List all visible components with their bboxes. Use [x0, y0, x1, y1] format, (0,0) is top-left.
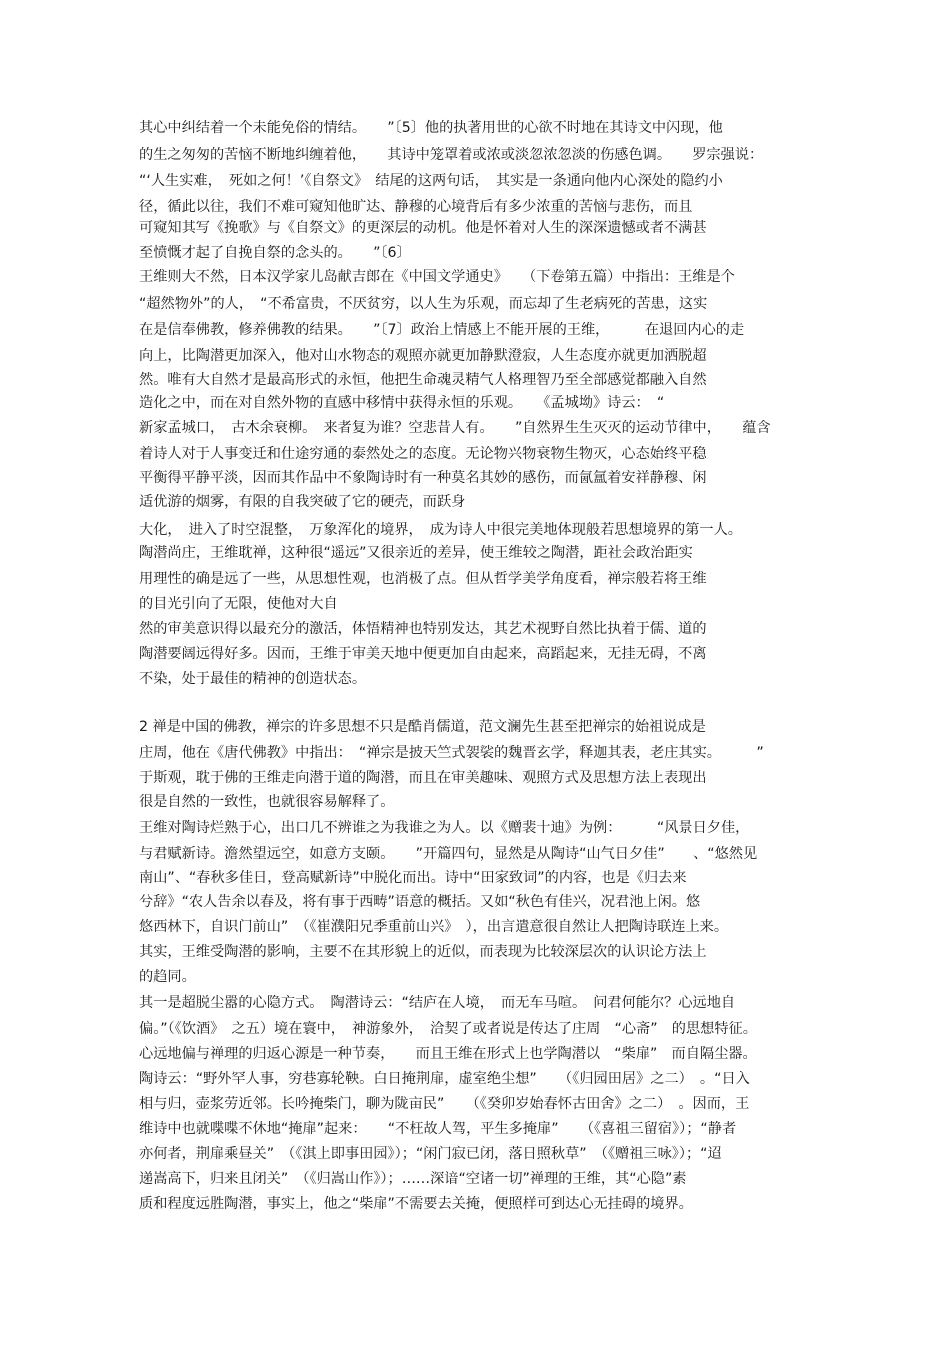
text-line: 平衡得平静平淡，因而其作品中不象陶诗时有一种莫名其妙的感伤，而氤氲着安祥静穆、闲 [139, 470, 707, 486]
text-line: 不染，处于最佳的精神的创造状态。 [139, 671, 367, 687]
text-line: 适优游的烟雾，有限的自我突破了它的硬壳，而跃身 [139, 494, 466, 510]
text-line: 偏。”（《饮酒》 之五）境在寰中， 神游象外， 洽契了或者说是传达了庄周 “心斋” 的思想特征。 [139, 1021, 757, 1037]
text-line: 庄周，他在《唐代佛教》中指出： “禅宗是披天竺式袈裟的魏晋玄学，释迦其表，老庄其实。 ” [139, 745, 764, 761]
text-line: 大化， 进入了时空混整， 万象浑化的境界， 成为诗人中很完美地体现般若思想境界的第一人。 [139, 522, 742, 538]
text-line: 悠西林下，自识门前山” （《崔濮阳兄季重前山兴》 ），出言遣意很自然让人把陶诗联连上来。 [139, 919, 729, 935]
text-line: 至愤慨才起了自挽自祭的念头的。 ”〔6〕 [139, 245, 411, 261]
text-line: 递嵩高下，归来且闭关” （《归嵩山作》）；……深谙“空诸一切”禅理的王维，其“心隐”素 [139, 1171, 687, 1187]
text-line: 着诗人对于人事变迁和仕途穷通的泰然处之的态度。无论物兴物衰物生物灭，心态始终平稳 [139, 446, 707, 462]
text-line: 其心中纠结着一个未能免俗的情结。 ”〔5〕他的执著用世的心欲不时地在其诗文中闪现，他 [139, 120, 723, 136]
text-line: 2 禅是中国的佛教，禅宗的许多思想不只是酷肖儒道，范文澜先生甚至把禅宗的始祖说成是 [139, 719, 706, 735]
text-line: 亦何者，荆扉乘昼关” （《淇上即事田园》）；“闲门寂已闭，落日照秋草” （《赠祖三咏》）；“迢 [139, 1146, 722, 1162]
text-line: 的生之匆匆的苦恼不断地纠缠着他， 其诗中笼罩着或浓或淡忽浓忽淡的伤感色调。 罗宗强说： [139, 147, 764, 163]
text-line: 相与归，壶浆劳近邻。长吟掩柴门，聊为陇亩民” （《癸卯岁始春怀古田舍》之二） 。因而，王 [139, 1096, 750, 1112]
text-line: 陶潜尚庄，王维耽禅，这种很“遥远”又很亲近的差异，使王维较之陶潜，距社会政治距实 [139, 545, 693, 561]
text-line: 径，循此以往，我们不难可窥知他旷达、静穆的心境背后有多少浓重的苦恼与悲伤，而且 [139, 199, 693, 215]
text-line: 质和程度远胜陶潜，事实上，他之“柴扉”不需要去关掩，便照样可到达心无挂碍的境界。 [139, 1196, 693, 1212]
text-line: “超然物外”的人， “不希富贵，不厌贫穷，以人生为乐观，而忘却了生老病死的苦患，这实 [139, 296, 708, 312]
text-line: 王维则大不然，日本汉学家儿岛献吉郎在《中国文学通史》 （下卷第五篇）中指出：王维是个 [139, 269, 735, 285]
text-line: 陶诗云：“野外罕人事，穷巷寡轮鞅。白日掩荆扉，虚室绝尘想” （《归园田居》之二） 。“日入 [139, 1071, 750, 1087]
text-line: 的目光引向了无限，使他对大自 [139, 596, 338, 612]
text-line: 其实，王维受陶潜的影响，主要不在其形貌上的近似，而表现为比较深层次的认识论方法上 [139, 944, 707, 960]
text-line: 陶潜要阔远得好多。因而，王维于审美天地中便更加自由起来，高蹈起来，无挂无碍，不离 [139, 646, 707, 662]
text-line: 心远地偏与禅理的归返心源是一种节奏， 而且王维在形式上也学陶潜以 “柴扉” 而自隔尘器。 [139, 1046, 757, 1062]
text-line: 在是信奉佛教，修养佛教的结果。 ”〔7〕政治上情感上不能开展的王维， 在退回内心的走 [139, 322, 745, 338]
text-line: 然的审美意识得以最充分的激活，体悟精神也特别发达，其艺术视野自然比执着于儒、道的 [139, 621, 707, 637]
text-line: 很是自然的一致性，也就很容易解释了。 [139, 794, 395, 810]
text-line: 与君赋新诗。澹然望远空，如意方支颐。 ”开篇四句，显然是从陶诗“山气日夕佳” 、“悠然见 [139, 846, 758, 862]
text-line: 向上，比陶潜更加深入，他对山水物态的观照亦就更加静默澄寂，人生态度亦就更加洒脱超 [139, 348, 707, 364]
text-line: 然。唯有大自然才是最高形式的永恒，他把生命魂灵精气人格理智乃至全部感觉都融入自然 [139, 372, 707, 388]
text-line: 新家孟城口， 古木余衰柳。 来者复为谁？空悲昔人有。 ”自然界生生灭灭的运动节律中， 蕴含 [139, 420, 771, 436]
text-line: 南山”、“春秋多佳日，登高赋新诗”中脱化而出。诗中“田家致词”的内容，也是《归去来 [139, 870, 687, 886]
text-line: 兮辞》“农人告余以春及，将有事于西畴”语意的概括。又如“秋色有佳兴，况君池上闲。悠 [139, 894, 701, 910]
text-line: 于斯观，耽于佛的王维走向潜于道的陶潜，而且在审美趣味、观照方式及思想方法上表现出 [139, 770, 707, 786]
text-line: “‘人生实难， 死如之何！’《自祭文》 结尾的这两句话， 其实是一条通向他内心深处的隐约小 [139, 173, 723, 189]
text-line: 可窥知其写《挽歌》与《自祭文》的更深层的动机。他是怀着对人生的深深遗憾或者不满甚 [139, 220, 707, 236]
text-line: 其一是超脱尘嚣的心隐方式。 陶潜诗云：“结庐在人境， 而无车马喧。 问君何能尔？心远地自 [139, 995, 736, 1011]
text-line: 造化之中，而在对自然外物的直感中移情中获得永恒的乐观。 《孟城坳》诗云： “ [139, 395, 665, 411]
text-line: 维诗中也就喋喋不休地“掩扉”起来： “不枉故人驾，平生多掩扉” （《喜祖三留宿》）；“静者 [139, 1121, 737, 1137]
text-line: 的趋同。 [139, 969, 196, 985]
text-line: 用理性的确是远了一些，从思想性观，也消极了点。但从哲学美学角度看，禅宗般若将王维 [139, 571, 707, 587]
text-line: 王维对陶诗烂熟于心，出口几不辨谁之为我谁之为人。以《赠裴十迪》为例： “风景日夕佳， [139, 820, 750, 836]
